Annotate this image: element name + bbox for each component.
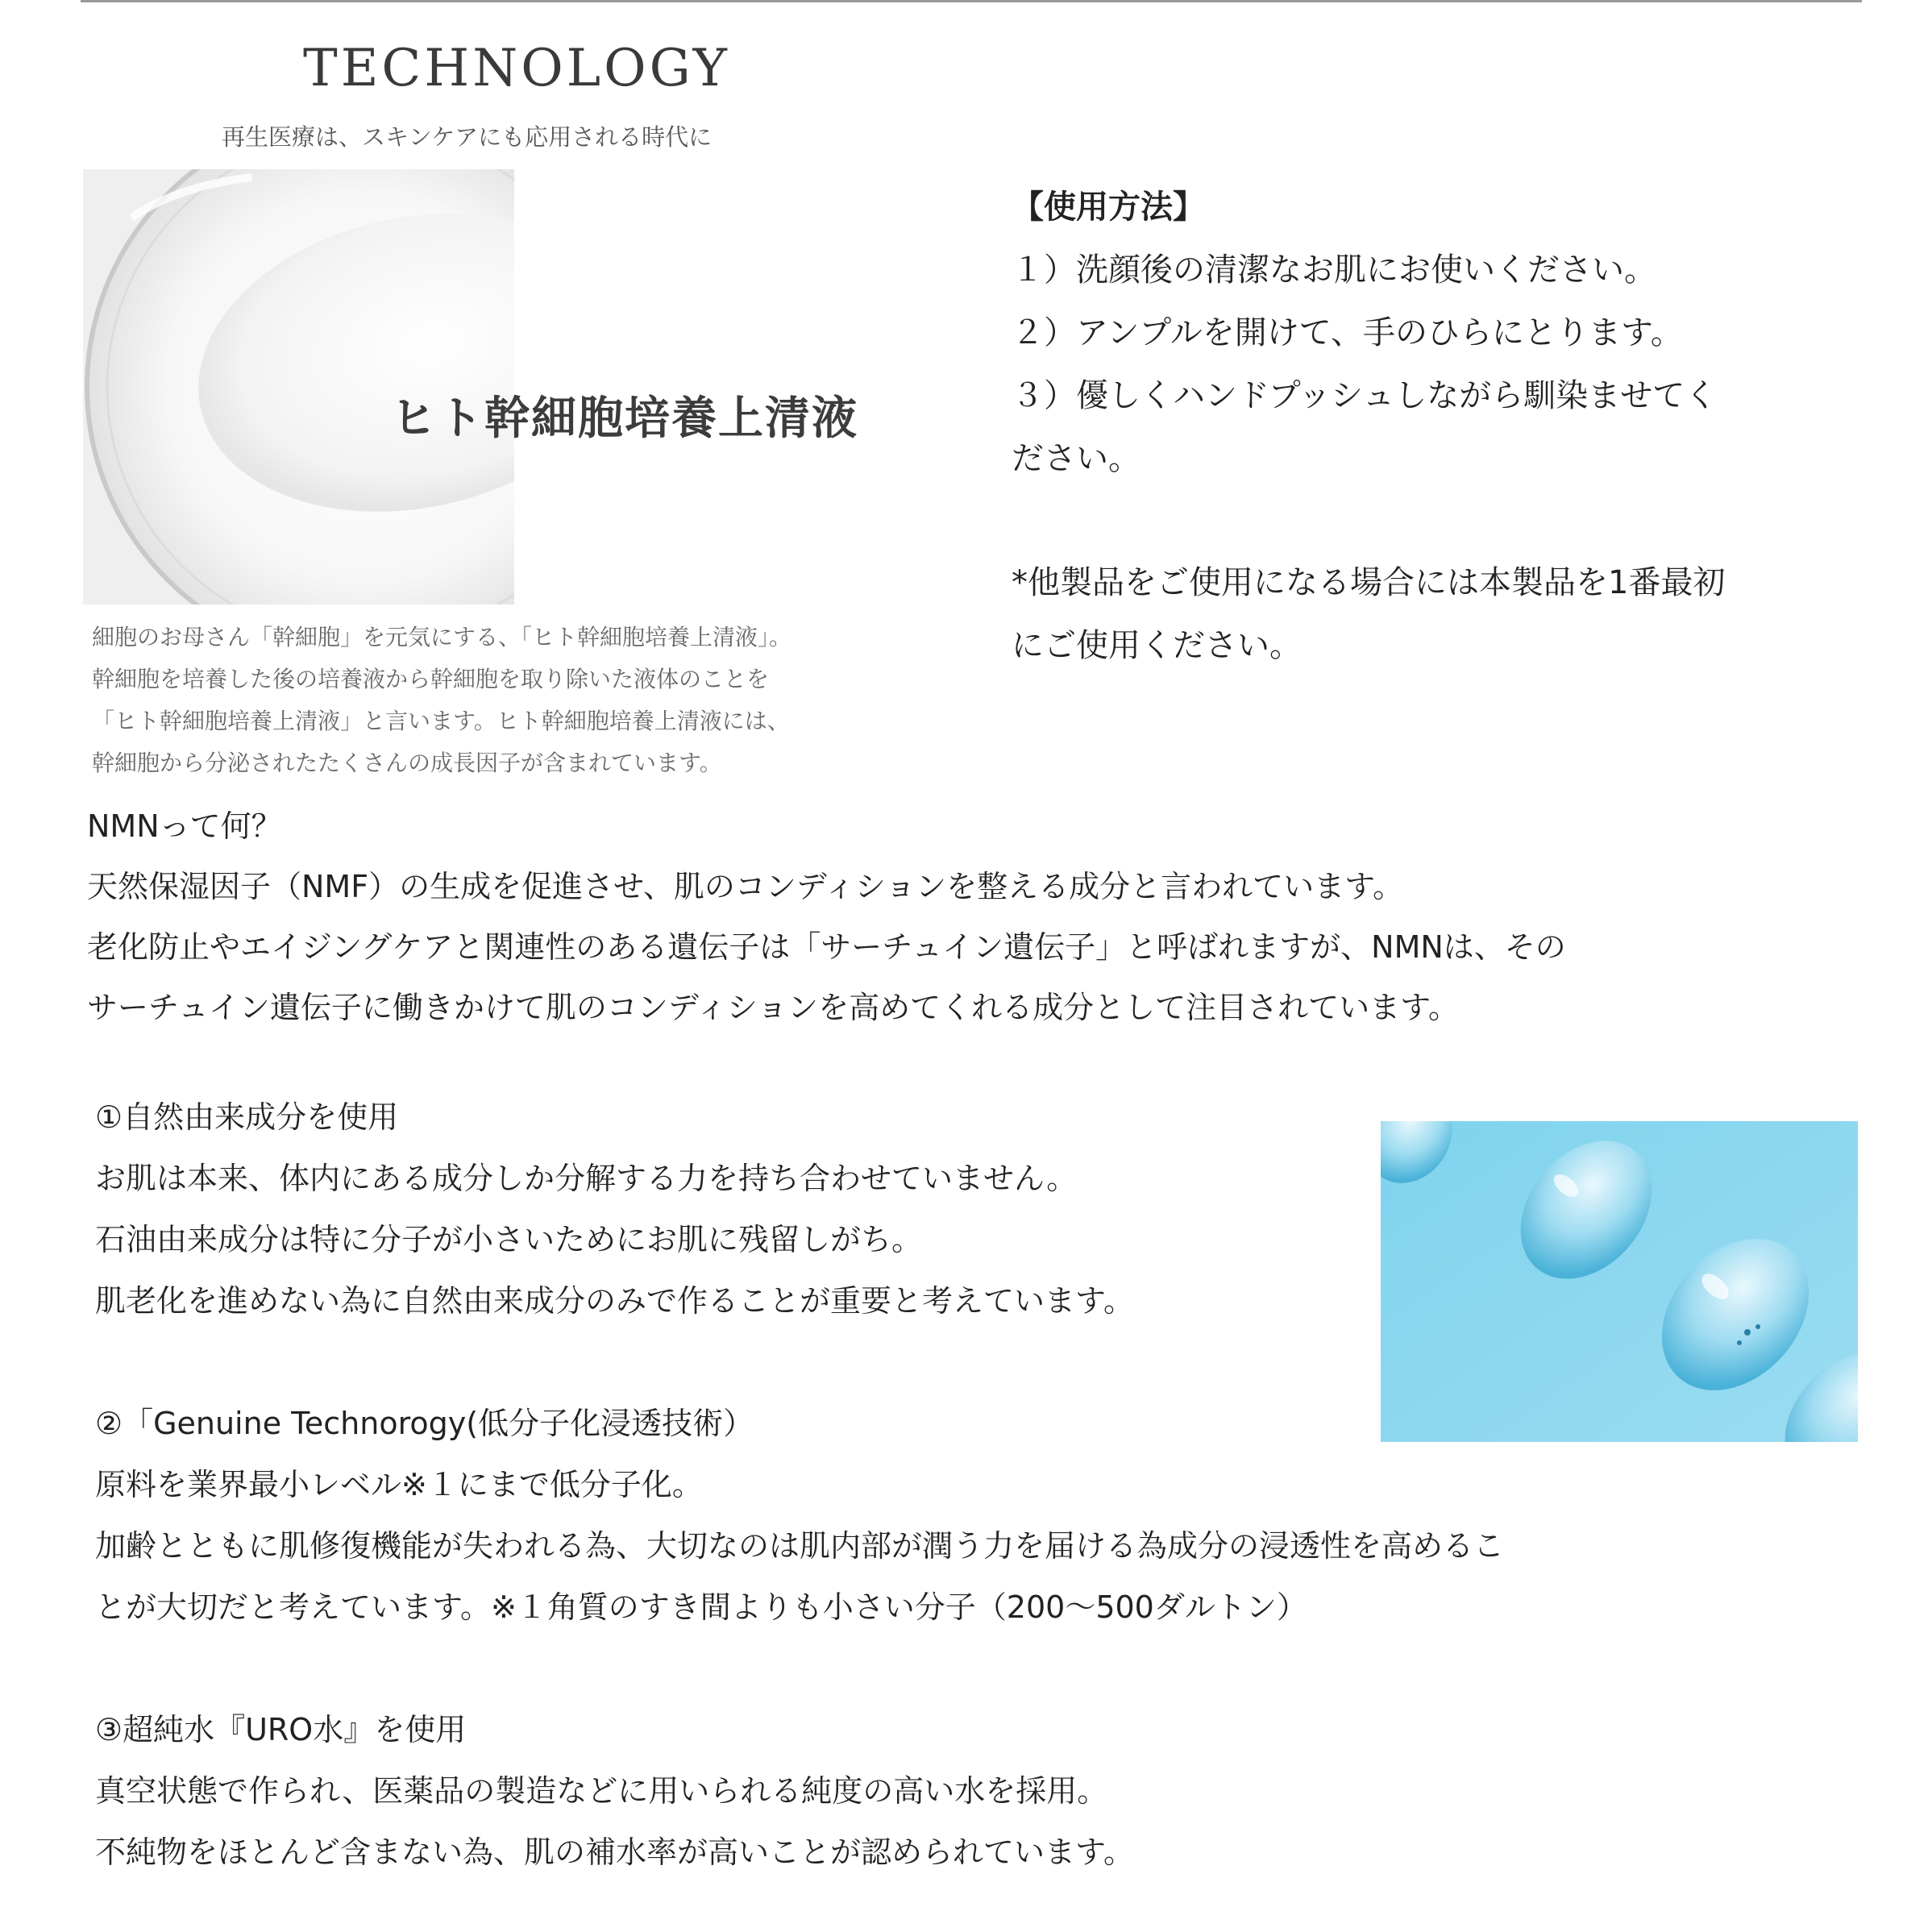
description-line: 幹細胞から分泌されたたくさんの成長因子が含まれています。 xyxy=(92,750,722,776)
description-line: 「ヒト幹細胞培養上清液」と言います。ヒト幹細胞培養上清液には、 xyxy=(92,708,790,734)
nmn-heading: NMNって何？ xyxy=(87,808,282,844)
petri-image-label: ヒト幹細胞培養上清液 xyxy=(391,393,858,445)
description-line: 細胞のお母さん「幹細胞」を元気にする、「ヒト幹細胞培養上清液」。 xyxy=(92,624,792,650)
nmn-line: 老化防止やエイジングケアと関連性のある遺伝子は「サーチュイン遺伝子」と呼ばれますが、NMNは、その xyxy=(87,929,1566,965)
feature-line: 原料を業界最小レベル※１にまで低分子化。 xyxy=(95,1467,703,1502)
feature-line: とが大切だと考えています。※１角質のすき間よりも小さい分子（200〜500ダルトン） xyxy=(95,1589,1307,1625)
feature-line: 肌老化を進めない為に自然由来成分のみで作ることが重要と考えています。 xyxy=(95,1283,1134,1319)
feature-line: 不純物をほとんど含まない為、肌の補水率が高いことが認められています。 xyxy=(95,1834,1134,1870)
top-divider xyxy=(81,0,1862,2)
feature-title: ①自然由来成分を使用 xyxy=(95,1099,399,1135)
usage-step: ださい。 xyxy=(1012,440,1141,477)
usage-step: ３）優しくハンドプッシュしながら馴染ませてく xyxy=(1012,377,1718,414)
technology-subtitle: 再生医療は、スキンケアにも応用される時代に xyxy=(222,123,713,151)
nmn-line: 天然保湿因子（NMF）の生成を促進させ、肌のコンディションを整える成分と言われています。 xyxy=(87,869,1404,904)
feature-title: ③超純水『URO水』を使用 xyxy=(95,1712,467,1747)
usage-note: *他製品をご使用になる場合には本製品を1番最初 xyxy=(1012,564,1726,601)
usage-step: １）洗顔後の清潔なお肌にお使いください。 xyxy=(1012,251,1656,289)
technology-title: TECHNOLOGY xyxy=(303,39,730,98)
feature-line: 石油由来成分は特に分子が小さいためにお肌に残留しがち。 xyxy=(95,1222,923,1257)
usage-note: にご使用ください。 xyxy=(1012,627,1302,664)
description-line: 幹細胞を培養した後の培養液から幹細胞を取り除いた液体のことを xyxy=(92,666,770,692)
water-drops-image xyxy=(1381,1121,1858,1442)
usage-step: ２）アンプルを開けて、手のひらにとります。 xyxy=(1012,314,1683,351)
usage-heading: 【使用方法】 xyxy=(1012,189,1205,226)
feature-title: ②「Genuine Technorogy(低分子化浸透技術） xyxy=(95,1406,754,1441)
feature-line: 加齢とともに肌修復機能が失われる為、大切なのは肌内部が潤う力を届ける為成分の浸透性を高めるこ xyxy=(95,1528,1505,1564)
nmn-line: サーチュイン遺伝子に働きかけて肌のコンディションを高めてくれる成分として注目されています。 xyxy=(87,990,1460,1025)
feature-line: 真空状態で作られ、医薬品の製造などに用いられる純度の高い水を採用。 xyxy=(95,1773,1108,1809)
feature-line: お肌は本来、体内にある成分しか分解する力を持ち合わせていません。 xyxy=(95,1161,1078,1196)
nmn-section xyxy=(87,796,1901,1038)
stem-cell-description xyxy=(92,617,906,784)
usage-section xyxy=(1012,176,1850,677)
